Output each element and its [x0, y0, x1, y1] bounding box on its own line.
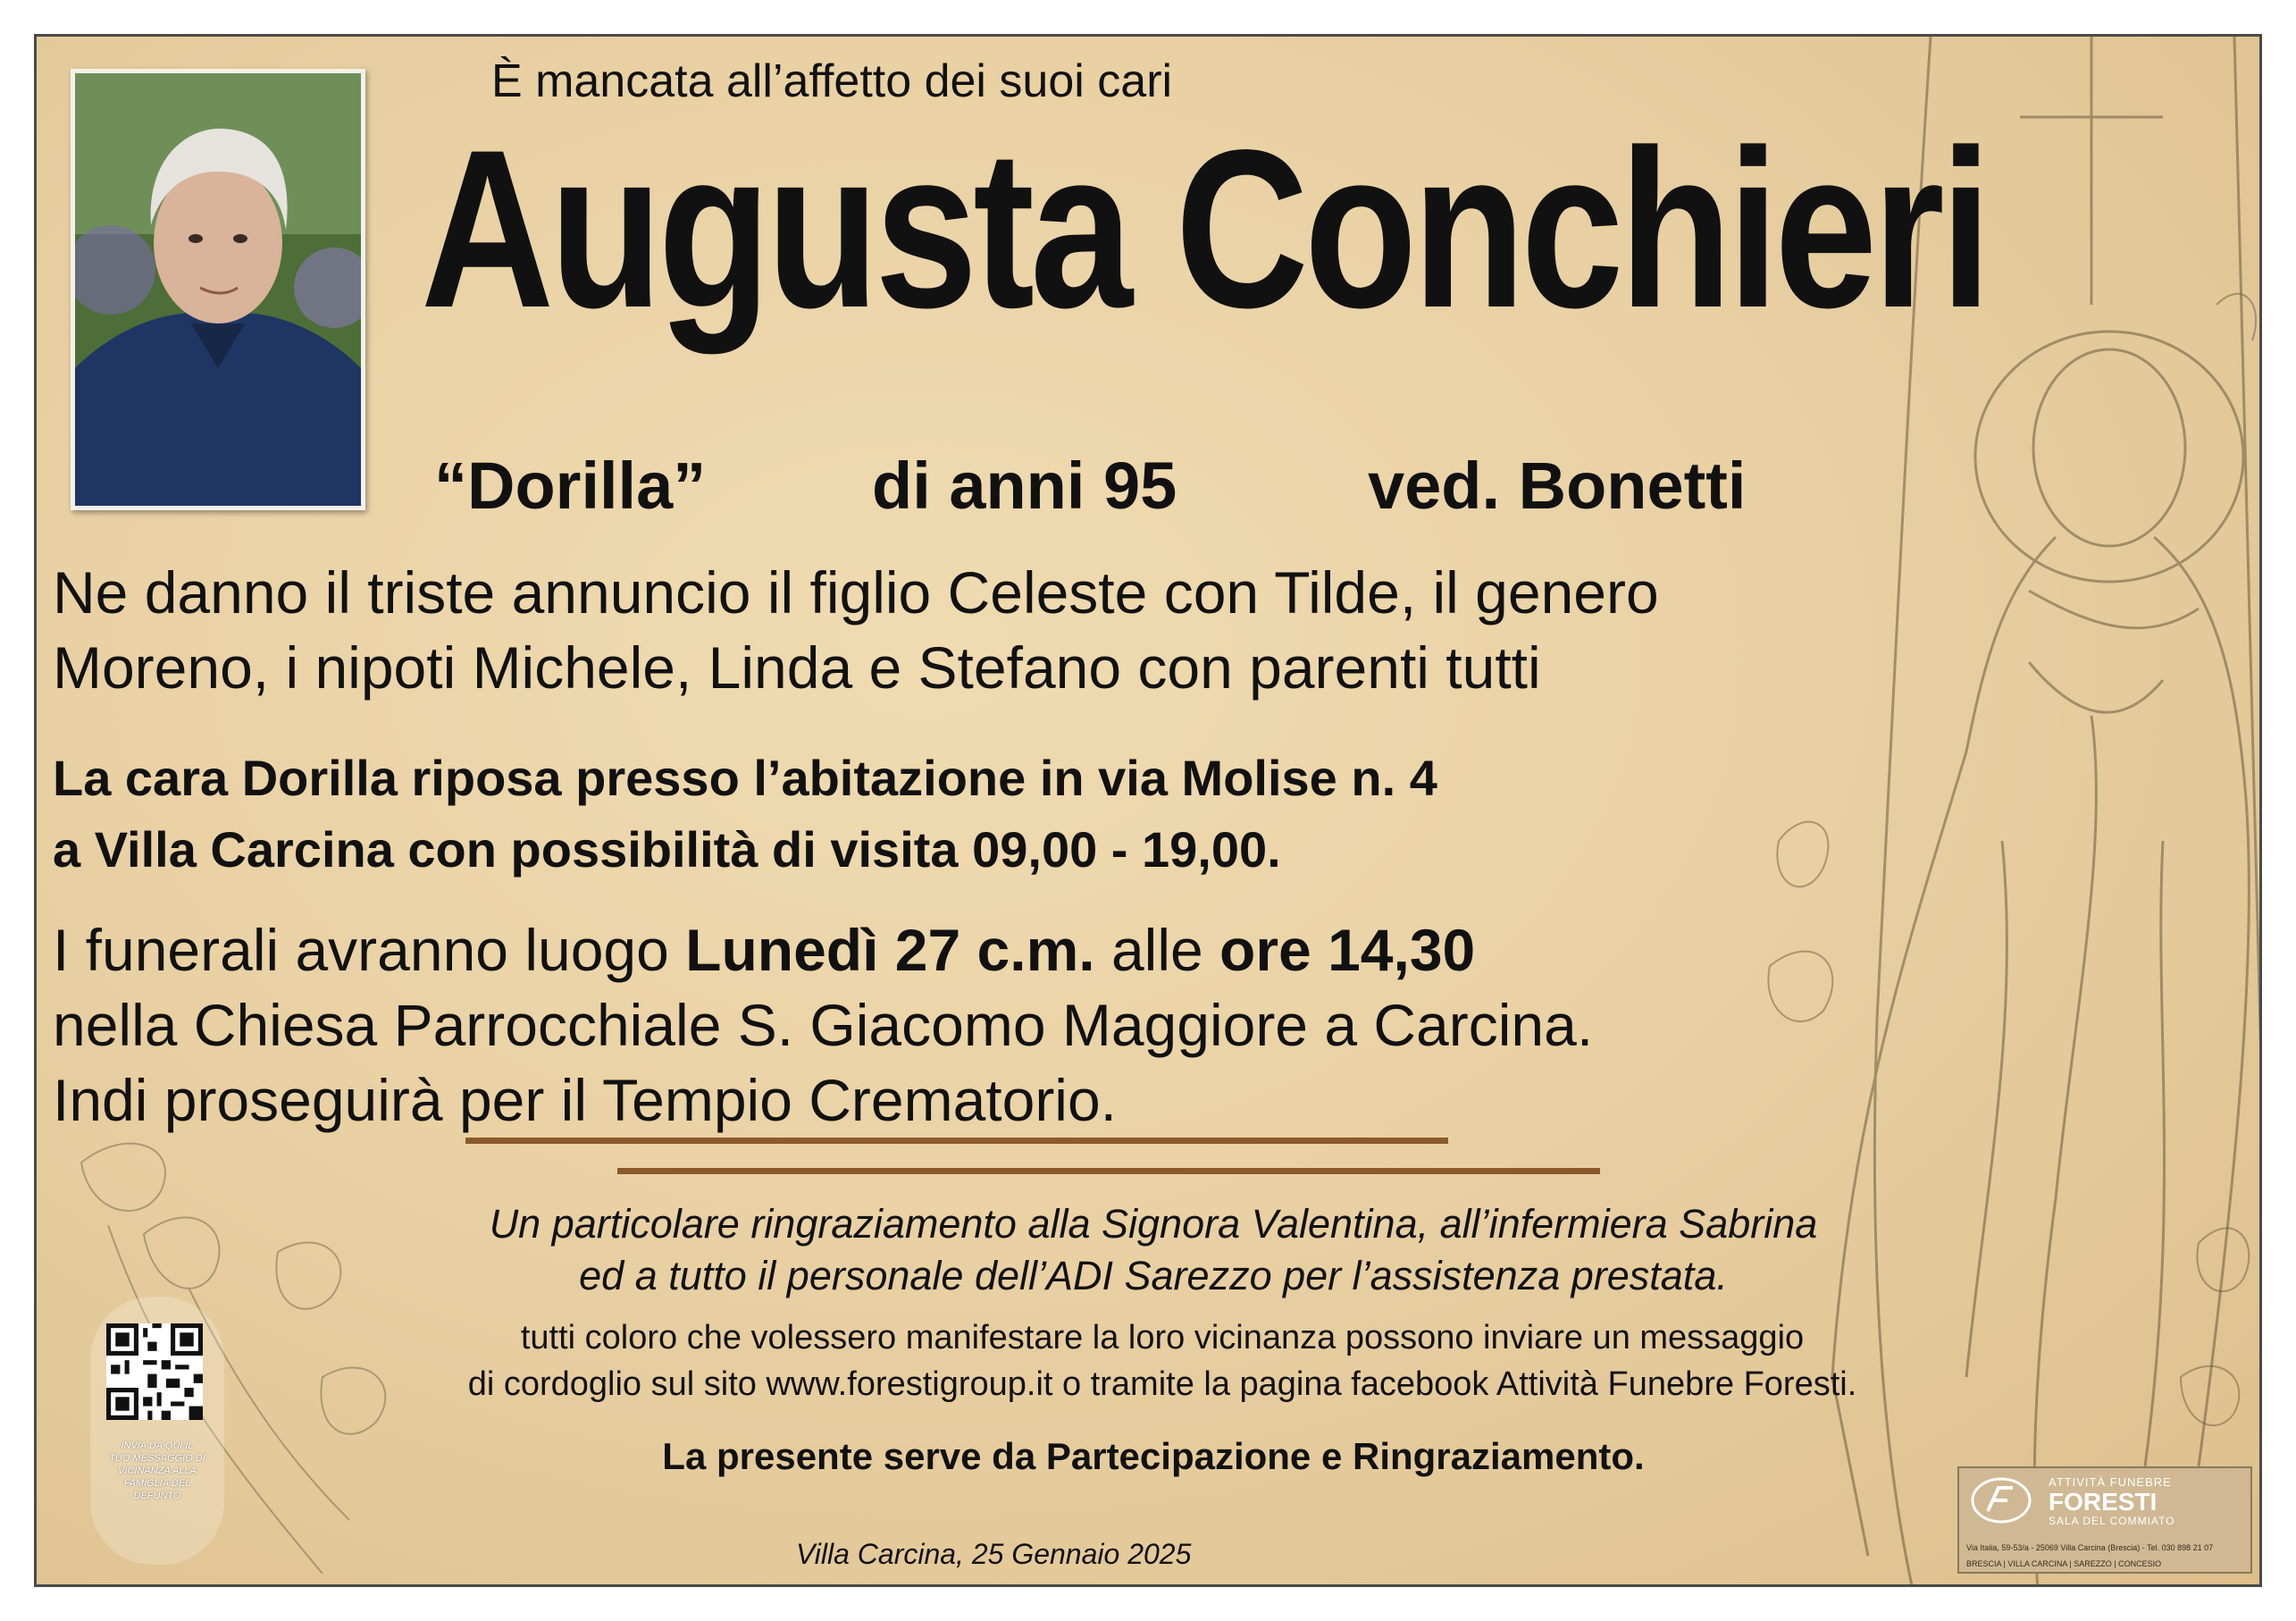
funeral-mid: alle: [1094, 917, 1220, 983]
nickname: “Dorilla”: [434, 449, 707, 523]
qr-caption: INVIA DA QUI IL TUO MESSAGGIO DI VICINANZA ALLA FAMIGLIA DEL DEFUNTO: [109, 1440, 205, 1501]
funeral-line: nella Chiesa Parrocchiale S. Giacomo Maggiore a Carcina.: [53, 992, 1594, 1058]
logo-address: Via Italia, 59-53/a - 25069 Villa Carcina (Brescia) - Tel. 030 898 21 07: [1966, 1543, 2214, 1552]
portrait-photo: [71, 69, 365, 510]
logo-tagline: SALA DEL COMMIATO: [2049, 1515, 2175, 1527]
intro-text: È mancata all’affetto dei suoi cari: [490, 55, 1173, 107]
message-line: di cordoglio sul sito www.forestigroup.it o tramite la pagina facebook Attività Funebre Foresti.: [467, 1365, 1857, 1403]
divider-rule: [465, 1138, 1448, 1144]
date-text: Villa Carcina, 25 Gennaio 2025: [796, 1538, 1192, 1570]
closing-text: La presente serve da Partecipazione e Ringraziamento.: [662, 1435, 1645, 1477]
message-text: [376, 1314, 1948, 1407]
obituary-card: [34, 34, 2262, 1587]
announcement-line: Ne danno il triste annuncio il figlio Celeste con Tilde, il genero: [53, 559, 1659, 626]
announcement-line: Moreno, i nipoti Michele, Linda e Stefano con parenti tutti: [53, 634, 1541, 701]
logo-name: FORESTI: [2049, 1488, 2158, 1516]
widow-of: ved. Bonetti: [1368, 449, 1747, 523]
logo-subtitle: ATTIVITÀ FUNEBRE: [2049, 1475, 2172, 1489]
funeral-line: [53, 912, 1593, 987]
deceased-name: Augusta Conchieri: [421, 104, 1988, 355]
qr-code-icon[interactable]: [106, 1323, 203, 1420]
age: di anni 95: [872, 449, 1177, 523]
divider-rule: [617, 1168, 1600, 1174]
funeral-time: ore 14,30: [1219, 917, 1476, 983]
thanks-line: ed a tutto il personale dell’ADI Sarezzo per l’assistenza prestata.: [579, 1253, 1728, 1298]
funeral-pre: I funerali avranno luogo: [53, 917, 686, 983]
visit-line: La cara Dorilla riposa presso l’abitazione in via Molise n. 4: [53, 750, 1437, 806]
thanks-line: Un particolare ringraziamento alla Signora Valentina, all’infermiera Sabrina: [489, 1201, 1818, 1247]
visit-text: [53, 743, 1437, 886]
visit-line: a Villa Carcina con possibilità di visita 09,00 - 19,00.: [53, 821, 1281, 878]
funeral-line: Indi proseguirà per il Tempio Crematorio.: [53, 1067, 1117, 1133]
funeral-home-logo: [1957, 1466, 2252, 1574]
announcement-text: [53, 555, 1659, 705]
message-line: tutti coloro che volessero manifestare la loro vicinanza possono inviare un messaggio: [520, 1319, 1805, 1356]
thanks-text: [358, 1198, 1948, 1302]
funeral-text: [53, 912, 1593, 1138]
funeral-day: Lunedì 27 c.m.: [685, 917, 1095, 983]
logo-locations: BRESCIA | VILLA CARCINA | SAREZZO | CONCESIO: [1966, 1559, 2162, 1568]
foresti-emblem-icon: [1970, 1475, 2032, 1529]
